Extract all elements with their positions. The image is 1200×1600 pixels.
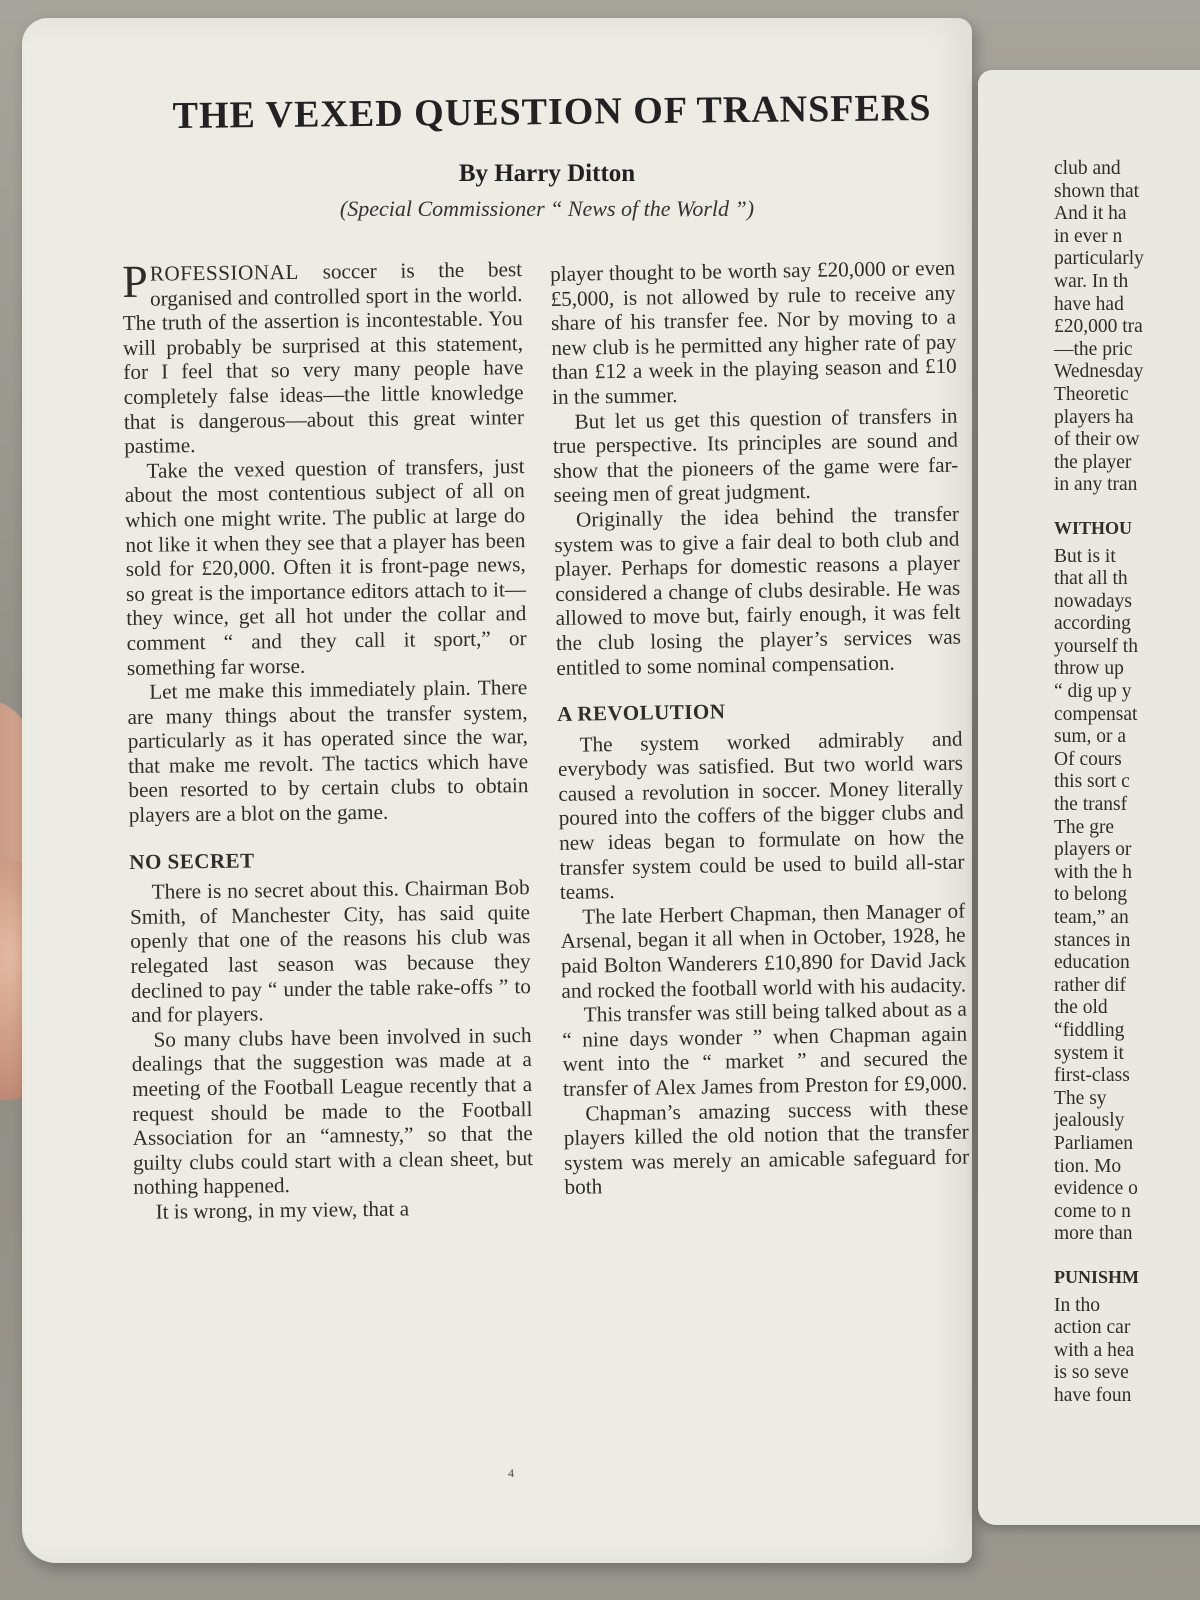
right-line: club and	[1054, 158, 1121, 179]
right-line: particularly	[1054, 248, 1144, 270]
right-line: come to n	[1054, 1200, 1131, 1222]
right-line: sum, or a	[1054, 726, 1127, 748]
paragraph-8: But let us get this question of transfers in true perspective. Its principles are sound and show that the pioneers of the game were far-seeing men of great judgment.	[552, 403, 959, 508]
right-line: “ dig up y	[1054, 681, 1132, 703]
article-byline: By Harry Ditton	[458, 160, 636, 187]
column-2	[550, 256, 970, 1200]
right-line: Theoretic	[1054, 383, 1129, 405]
article-title: THE VEXED QUESTION OF TRANSFERS	[172, 87, 932, 137]
paragraph-6: It is wrong, in my view, that a	[155, 1196, 410, 1224]
right-line: action car	[1054, 1317, 1131, 1339]
paragraph-4: There is no secret about this. Chairman Bob Smith, of Manchester City, has said quite openly that one of the reasons his club was relegated last season was because they declined to pay “ under the table rake-offs ” to and for players.	[129, 875, 532, 1028]
subhead-punishment: PUNISHM	[1054, 1266, 1139, 1287]
right-line: with a hea	[1054, 1339, 1135, 1361]
drop-cap: P	[121, 255, 149, 307]
right-line: shown that	[1054, 180, 1140, 202]
right-line: players or	[1054, 839, 1132, 861]
article-commissioner: (Special Commissioner “ News of the World ”)	[339, 196, 755, 221]
subhead-no-secret: NO SECRET	[129, 848, 255, 874]
right-line: The gre	[1054, 816, 1115, 838]
left-page	[22, 18, 972, 1563]
subhead-revolution: A REVOLUTION	[556, 699, 726, 727]
paragraph-13: Chapman’s amazing success with these players killed the old notion that the transfer system was merely an amicable safeguard for both	[563, 1095, 970, 1200]
right-line: the player	[1054, 451, 1132, 473]
right-block-2	[1054, 546, 1200, 1246]
right-line: that all th	[1054, 568, 1128, 590]
right-line: jealously	[1054, 1110, 1125, 1132]
right-line: players ha	[1054, 406, 1134, 428]
right-line: “fiddling	[1054, 1019, 1125, 1041]
right-line: system it	[1054, 1042, 1124, 1064]
right-line: to belong	[1054, 884, 1128, 906]
right-line: education	[1054, 952, 1130, 974]
right-line: And it ha	[1054, 203, 1127, 225]
paragraph-11: The late Herbert Chapman, then Manager of Arsenal, began it all when in October, 1928, he paid Bolton Wanderers £10,890 for David Jack and rocked the football world with his audacity.	[560, 898, 967, 1003]
paragraph-1-text: soccer is the best organised and controlled sport in the world. The truth of the assertion is incontestable. You will probably be surprised at this statement, for I feel that so very many people have completely false ideas—the little knowledge that is dangerous—about this great winter pastime.	[122, 257, 525, 459]
right-line: in any tran	[1054, 474, 1138, 496]
paragraph-3: Let me make this immediately plain. There are many things about the transfer system, particularly as it has operated since the war, that make me revolt. The tactics which have been resorted to by certain clubs to obtain players are a blot on the game.	[127, 675, 529, 828]
page-number: 4	[508, 1466, 514, 1480]
right-line: have foun	[1054, 1384, 1132, 1406]
paragraph-2: Take the vexed question of transfers, just about the most contentious subject of all on which one might write. The public at large do not like it when they see that a player has been sold for £20,000. Often it is front-page news, so great is the importance editors attach to it—they wince, get all hot under the collar and comment “ and they call it sport,” or something far worse.	[124, 453, 527, 680]
right-line: have had	[1054, 293, 1124, 315]
column-1	[122, 257, 534, 1224]
paragraph-1	[122, 257, 524, 459]
lead-word: ROFESSIONAL	[149, 259, 300, 286]
right-line: war. In th	[1054, 270, 1129, 292]
right-line: Wednesday	[1054, 361, 1144, 383]
right-line: throw up	[1054, 658, 1124, 680]
right-line: in ever n	[1054, 225, 1123, 247]
right-line: more than	[1054, 1223, 1133, 1245]
right-line: nowadays	[1054, 590, 1132, 612]
subhead-without: WITHOU	[1054, 517, 1133, 538]
right-line: compensat	[1054, 703, 1138, 725]
right-line: this sort c	[1054, 771, 1130, 793]
right-line: yourself th	[1054, 635, 1138, 657]
right-line: is so seve	[1054, 1362, 1129, 1384]
paragraph-9: Originally the idea behind the transfer system was to give a fair deal to both club and player. Perhaps for domestic reasons a player considered a change of clubs desirable. He was allowed to move but, fairly enough, it was felt the club losing the player’s services was entitled to some nominal compensation.	[554, 501, 962, 680]
right-block-1	[1054, 158, 1200, 497]
right-line: stances in	[1054, 929, 1131, 951]
paragraph-5: So many clubs have been involved in such dealings that the suggestion was made at a meeting of the Football League recently that a request should be made to the Football Association for an “amnesty,” so that the guilty clubs could start with a clean sheet, but nothing happened.	[131, 1022, 534, 1200]
right-line: first-class	[1054, 1065, 1130, 1087]
right-line: the transf	[1054, 794, 1128, 816]
right-line: In tho	[1054, 1294, 1101, 1316]
right-line: with the h	[1054, 861, 1132, 883]
paragraph-12: This transfer was still being talked about as a “ nine days wonder ” when Chapman again went into the “ market ” and secured the transfer of Alex James from Preston for £9,000.	[562, 996, 968, 1101]
right-line: the old	[1054, 997, 1108, 1019]
right-page	[978, 70, 1200, 1525]
right-line: of their ow	[1054, 429, 1140, 451]
right-line: £20,000 tra	[1054, 316, 1143, 338]
paragraph-10: The system worked admirably and everybody was satisfied. But two world wars caused a revolution in soccer. Money literally poured into the coffers of the bigger clubs and new ideas began to formulate on how the transfer system could be used to build all-star teams.	[557, 726, 965, 905]
right-line: rather dif	[1054, 974, 1127, 996]
right-line: Of cours	[1054, 748, 1122, 770]
right-line: Parliamen	[1054, 1132, 1134, 1154]
right-line: according	[1054, 613, 1131, 635]
right-line: But is it	[1054, 545, 1116, 567]
right-line: The sy	[1054, 1087, 1107, 1109]
right-line: —the pric	[1054, 338, 1133, 360]
right-line: team,” an	[1054, 907, 1129, 928]
right-page-column	[1054, 158, 1200, 1407]
right-block-3	[1054, 1295, 1200, 1408]
right-line: tion. Mo	[1054, 1155, 1122, 1177]
right-line: evidence o	[1054, 1178, 1138, 1200]
paragraph-7: player thought to be worth say £20,000 or even £5,000, is not allowed by rule to receive any share of his transfer fee. Nor by moving to a new club is he permitted any higher rate of pay than £12 a week in the playing season and £10 in the summer.	[550, 255, 957, 409]
